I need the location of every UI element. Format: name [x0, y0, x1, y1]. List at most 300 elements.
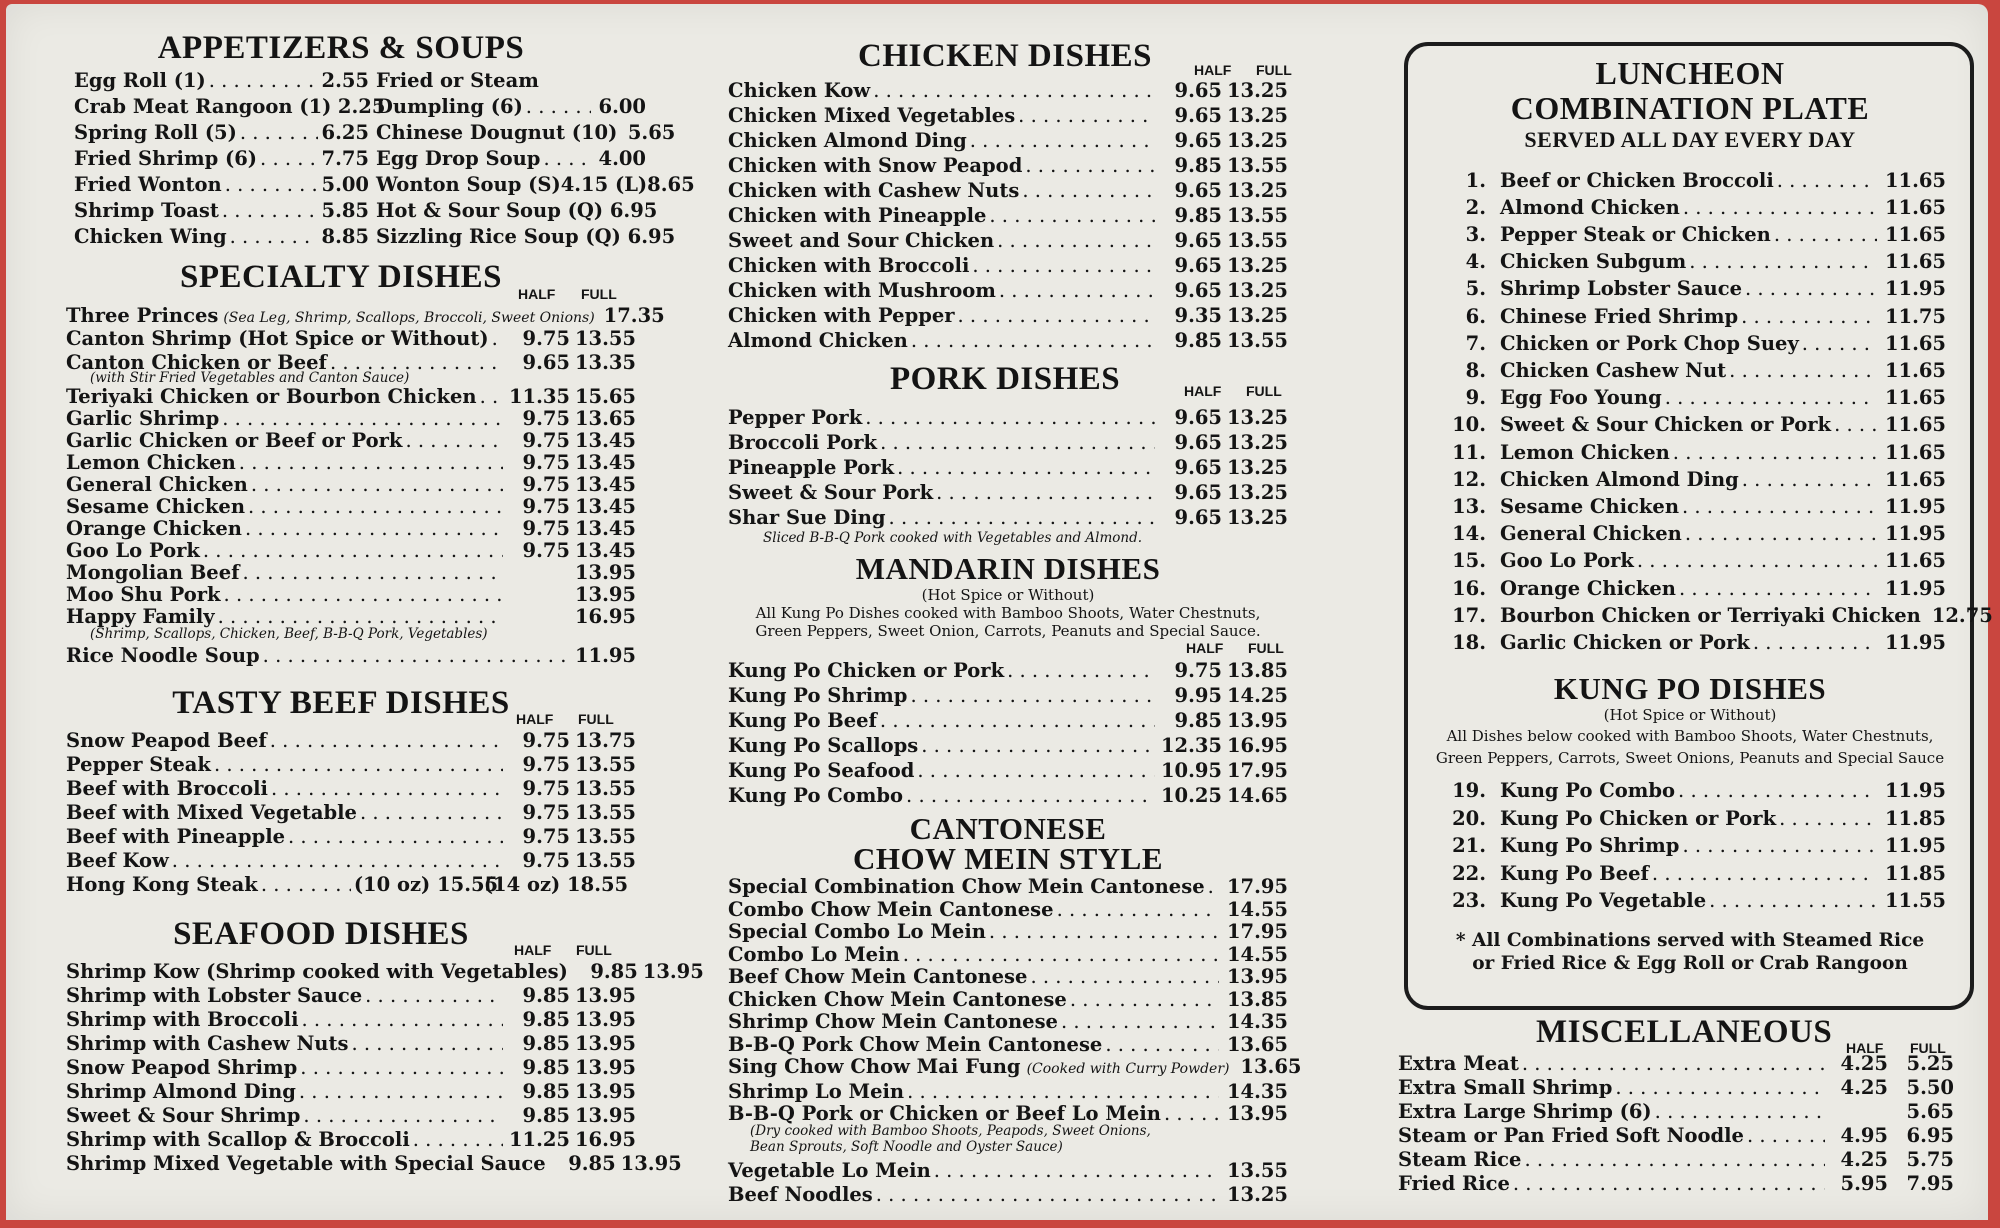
- item-price-half: 9.75: [522, 776, 570, 800]
- dot-leader: [351, 1032, 503, 1056]
- menu-item: [1434, 248, 1946, 275]
- item-price: 11.65: [1884, 195, 1946, 219]
- item-number: 12.: [1452, 467, 1486, 491]
- dot-leader: [543, 146, 591, 172]
- item-name: Beef Noodles: [728, 1182, 873, 1206]
- dot-leader: [873, 78, 1155, 103]
- item-name: Beef Kow: [66, 848, 169, 872]
- item-number: 19.: [1452, 779, 1486, 803]
- menu-item: [66, 729, 636, 753]
- item-number: 21.: [1452, 834, 1486, 858]
- chicken-header: [728, 38, 1292, 78]
- item-name: Chicken with Snow Peapod: [728, 154, 1023, 177]
- item-price-full: 13.55: [574, 824, 636, 848]
- menu-item: [66, 753, 636, 777]
- menu-item: [1434, 547, 1946, 574]
- item-price: 12.75: [1931, 603, 1993, 627]
- item-price: 11.95: [1884, 834, 1946, 858]
- item-name: Kung Po Combo: [1500, 779, 1676, 803]
- menu-item: [1434, 805, 1946, 832]
- menu-item-three-princes: [66, 303, 665, 327]
- menu-item: [1398, 1124, 1954, 1148]
- item-name: Chicken Subgum: [1500, 250, 1687, 274]
- dot-leader: [910, 683, 1155, 708]
- item-name: Chicken Almond Ding: [728, 129, 967, 152]
- menu-item: [376, 68, 646, 94]
- item-name: Sweet and Sour Chicken: [728, 229, 995, 252]
- item-name: Garlic Chicken or Pork: [1500, 631, 1750, 655]
- item-number: 2.: [1465, 195, 1486, 219]
- dot-leader: [222, 408, 503, 430]
- item-price-full: 13.95: [574, 1104, 636, 1128]
- menu-item: [728, 899, 1288, 922]
- dot-leader: [880, 708, 1155, 733]
- item-name: Combo Lo Mein: [728, 942, 900, 966]
- item-price-full: 13.25: [1226, 104, 1288, 127]
- menu-item: [66, 1008, 636, 1032]
- item-number: 11.: [1452, 440, 1486, 464]
- menu-item: [376, 198, 658, 224]
- item-name: Chicken Cashew Nut: [1500, 358, 1727, 382]
- item-name: Goo Lo Pork: [1500, 549, 1634, 573]
- item-price-half: 9.75: [522, 428, 570, 452]
- dot-leader: [526, 94, 591, 120]
- full-label: FULL: [576, 942, 612, 959]
- item-price-full: 17.95: [1226, 759, 1288, 783]
- item-price: 11.65: [1884, 250, 1946, 274]
- item-price-full: 13.25: [1226, 304, 1288, 327]
- item-price-half: 5.95: [1840, 1172, 1888, 1195]
- item-price-half: 9.75: [522, 494, 570, 518]
- menu-item: [1434, 221, 1946, 248]
- item-price: 11.65: [1884, 413, 1946, 437]
- item-name: Chicken with Pineapple: [728, 204, 987, 227]
- item-name: Fried Shrimp (6): [74, 147, 258, 171]
- item-name: Hong Kong Steak: [66, 872, 258, 896]
- specialty-list-2: [66, 386, 636, 628]
- item-name: Goo Lo Pork: [66, 538, 200, 562]
- dot-leader: [1834, 411, 1877, 438]
- dot-leader: [172, 849, 503, 873]
- item-price: 13.95: [1226, 965, 1288, 989]
- item-name: Chicken Chow Mein Cantonese: [728, 987, 1067, 1011]
- item-price-half: 9.65: [1174, 406, 1222, 429]
- item-number: 18.: [1452, 631, 1486, 655]
- menu-item: [728, 1081, 1288, 1104]
- item-price: 17.95: [1226, 875, 1288, 899]
- dot-leader: [997, 228, 1155, 253]
- item-price: 11.95: [1884, 576, 1946, 600]
- dot-leader: [1673, 439, 1877, 466]
- item-price-half: 12.35: [1160, 734, 1222, 758]
- menu-item: [728, 178, 1288, 203]
- dot-leader: [1682, 832, 1877, 859]
- menu-item: [1434, 832, 1946, 859]
- item-name: Chicken Kow: [728, 79, 871, 102]
- menu-item: [728, 708, 1288, 733]
- menu-item: [1434, 303, 1946, 330]
- item-price: 14.35: [1226, 1079, 1288, 1103]
- half-label: HALF: [1186, 640, 1224, 657]
- item-name: Special Combination Chow Mein Cantonese: [728, 875, 1205, 899]
- mandarin-half-full-header: [728, 640, 1288, 658]
- item-price-half: 9.75: [522, 326, 570, 350]
- dot-leader: [1689, 248, 1877, 275]
- item-name: Orange Chicken: [66, 516, 242, 540]
- dot-leader: [260, 146, 318, 172]
- menu-item: [728, 78, 1288, 103]
- item-number: 8.: [1465, 358, 1486, 382]
- item-price: 8.85: [321, 225, 369, 249]
- item-number: 10.: [1452, 413, 1486, 437]
- item-number: 22.: [1452, 861, 1486, 885]
- item-price-full: 13.25: [1226, 456, 1288, 479]
- dot-leader: [1030, 966, 1219, 989]
- item-price-full: 13.65: [574, 406, 636, 430]
- item-name: Shrimp Chow Mein Cantonese: [728, 1010, 1058, 1034]
- menu-item: [1434, 777, 1946, 804]
- item-price-full: 5.65: [1906, 1100, 1954, 1123]
- menu-item: [376, 120, 676, 146]
- item-price-half: 9.75: [522, 516, 570, 540]
- half-label: HALF: [516, 710, 554, 727]
- item-name: Chicken Almond Ding: [1500, 467, 1739, 491]
- item-price-half: 9.85: [1174, 709, 1222, 733]
- item-price: 5.00: [321, 173, 369, 197]
- dot-leader: [1524, 1148, 1825, 1172]
- item-price: 5.65: [627, 121, 676, 145]
- full-label: FULL: [578, 710, 614, 727]
- item-price-half: 9.65: [1174, 229, 1222, 252]
- item-name: Chicken with Cashew Nuts: [728, 179, 1020, 202]
- mandarin-subtitle: (Hot Spice or Without): [921, 586, 1095, 605]
- menu-item: [66, 849, 636, 873]
- item-price-full: 13.25: [1226, 79, 1288, 102]
- item-name: Rice Noodle Soup: [66, 643, 260, 667]
- item-price-full: 13.55: [574, 752, 636, 776]
- dot-leader: [1729, 357, 1877, 384]
- item-name: B-B-Q Pork Chow Mein Cantonese: [728, 1032, 1103, 1056]
- kungpo-title: KUNG PO DISHES: [1553, 671, 1827, 707]
- item-price-half: 9.65: [1174, 279, 1222, 302]
- item-name: Beef or Chicken Broccoli: [1500, 168, 1774, 192]
- item-price: 11.95: [1884, 277, 1946, 301]
- appetizers-title: APPETIZERS & SOUPS: [157, 30, 525, 66]
- item-name: Shrimp Mixed Vegetable with Special Sauce: [66, 1152, 546, 1176]
- dot-leader: [1683, 194, 1877, 221]
- item-name: Shar Sue Ding: [728, 506, 886, 529]
- menu-item: [728, 733, 1288, 758]
- beef-title: TASTY BEEF DISHES: [172, 684, 510, 721]
- item-name: Extra Small Shrimp: [1398, 1076, 1613, 1099]
- item-name: Lemon Chicken: [66, 450, 236, 474]
- item-price-full: 13.35: [574, 350, 636, 374]
- item-price-half: 10.25: [1160, 784, 1222, 808]
- item-name: Kung Po Beef: [728, 709, 877, 733]
- item-price-full: 13.45: [574, 494, 636, 518]
- item-name: Shrimp with Scallop & Broccoli: [66, 1128, 410, 1152]
- canton-note: (with Stir Fried Vegetables and Canton Sauce): [90, 369, 410, 386]
- item-name: Beef Chow Mein Cantonese: [728, 965, 1028, 989]
- dot-leader: [1652, 860, 1877, 887]
- dot-leader: [218, 606, 503, 628]
- item-name: Hot & Sour Soup (Q) 6.95: [376, 199, 658, 223]
- item-price-full: 15.65: [574, 384, 636, 408]
- item-name: Dumpling (6): [376, 95, 523, 119]
- menu-item: [74, 94, 386, 120]
- dot-leader: [958, 303, 1155, 328]
- menu-item: [74, 146, 369, 172]
- item-name: Shrimp with Broccoli: [66, 1008, 299, 1032]
- item-name: Shrimp Toast: [74, 199, 219, 223]
- item-price-full: 13.95: [574, 1008, 636, 1032]
- menu-page: [6, 4, 1993, 1220]
- menu-item: [1434, 602, 1993, 629]
- item-price-half: 9.95: [1174, 684, 1222, 708]
- item-price-half: 9.75: [522, 472, 570, 496]
- pork-header: [728, 361, 1288, 405]
- item-price: 11.65: [1884, 168, 1946, 192]
- item-price-half: 9.85: [1174, 154, 1222, 177]
- menu-item: [728, 783, 1288, 808]
- menu-item: [1434, 629, 1946, 656]
- lo-mein-note-1: (Dry cooked with Bamboo Shoots, Peapods, Sweet Onions,: [750, 1122, 1151, 1139]
- dot-leader: [1164, 1103, 1219, 1126]
- item-price-full: 13.55: [574, 776, 636, 800]
- menu-item: [728, 966, 1288, 989]
- item-price-full: 13.95: [574, 1056, 636, 1080]
- item-name: Steam or Pan Fried Soft Noodle: [1398, 1124, 1744, 1147]
- dot-leader: [972, 253, 1155, 278]
- item-name: Almond Chicken: [1500, 195, 1680, 219]
- item-price: 11.95: [574, 643, 636, 667]
- menu-item: [728, 1055, 1302, 1081]
- item-price-full: 13.55: [1226, 154, 1288, 177]
- seafood-title: SEAFOOD DISHES: [173, 915, 469, 952]
- item-price-full: (14 oz) 18.55: [483, 872, 629, 896]
- item-price: 17.35: [603, 303, 665, 327]
- menu-item: [66, 984, 636, 1008]
- menu-item: [728, 505, 1288, 530]
- item-name: Fried or Steam: [376, 69, 539, 93]
- item-name: Shrimp Almond Ding: [66, 1080, 296, 1104]
- item-name: Chinese Dougnut (10): [376, 121, 618, 145]
- dot-leader: [303, 1104, 503, 1128]
- dot-leader: [288, 825, 503, 849]
- item-price-full: 13.55: [574, 848, 636, 872]
- dot-leader: [300, 1056, 503, 1080]
- full-label: FULL: [1910, 1040, 1946, 1056]
- item-price: 6.25: [321, 121, 369, 145]
- menu-item: [66, 1080, 636, 1104]
- half-label: HALF: [518, 285, 556, 302]
- item-price: 11.65: [1884, 386, 1946, 410]
- misc-title: MISCELLANEOUS: [1536, 1014, 1833, 1050]
- menu-item: [66, 518, 636, 540]
- kungpo-list: [1434, 777, 1946, 914]
- menu-item: [74, 172, 369, 198]
- item-name: Almond Chicken: [728, 329, 908, 352]
- item-number: 15.: [1452, 549, 1486, 573]
- item-price-full: 13.75: [574, 728, 636, 752]
- beef-half-full-header: [66, 711, 636, 729]
- item-price-half: (10 oz) 15.55: [353, 872, 499, 896]
- dot-leader: [1679, 575, 1877, 602]
- menu-item: [1434, 357, 1946, 384]
- menu-item: [66, 452, 636, 474]
- item-price: 11.95: [1884, 631, 1946, 655]
- item-name: Teriyaki Chicken or Bourbon Chicken: [66, 384, 477, 408]
- dot-leader: [1779, 805, 1877, 832]
- item-price: 6.00: [598, 95, 646, 119]
- item-price-full: 13.45: [574, 472, 636, 496]
- item-name: Fried Wonton: [74, 173, 222, 197]
- item-number: 9.: [1465, 386, 1486, 410]
- item-name: Kung Po Seafood: [728, 759, 915, 783]
- item-number: 20.: [1452, 806, 1486, 830]
- item-price-half: 9.85: [1174, 329, 1222, 352]
- menu-item: [728, 253, 1288, 278]
- item-price-full: 5.25: [1906, 1052, 1954, 1075]
- item-name: Chinese Fried Shrimp: [1500, 304, 1739, 328]
- menu-item: [66, 1152, 682, 1176]
- dot-leader: [230, 224, 318, 250]
- item-name: Combo Chow Mein Cantonese: [728, 897, 1054, 921]
- item-name: Snow Peapod Shrimp: [66, 1056, 298, 1080]
- item-name: Kung Po Shrimp: [1500, 834, 1680, 858]
- appetizers-section: [66, 68, 695, 253]
- pork-list: [728, 405, 1288, 530]
- dot-leader: [1513, 1172, 1825, 1196]
- menu-item: [1398, 1100, 1954, 1124]
- half-label: HALF: [1184, 383, 1222, 399]
- item-price-full: 13.95: [574, 582, 636, 606]
- item-price-half: 9.35: [1174, 304, 1222, 327]
- item-price-full: 13.45: [574, 538, 636, 562]
- item-price-full: 14.25: [1226, 684, 1288, 708]
- item-price-half: 9.75: [522, 450, 570, 474]
- item-name: Broccoli Pork: [728, 431, 878, 454]
- dot-leader: [240, 120, 318, 146]
- menu-item: [66, 606, 636, 628]
- item-price: 13.65: [1240, 1055, 1302, 1079]
- item-price-full: 13.95: [574, 1032, 636, 1056]
- menu-item: [1434, 384, 1946, 411]
- seafood-half-full-header: [66, 942, 636, 960]
- menu-item: [66, 386, 636, 408]
- item-name: Shrimp with Lobster Sauce: [66, 984, 363, 1008]
- item-name: Chicken with Pepper: [728, 304, 955, 327]
- menu-item: [66, 1056, 636, 1080]
- item-name: General Chicken: [1500, 522, 1682, 546]
- dot-leader: [1022, 178, 1155, 203]
- mandarin-title: MANDARIN DISHES: [855, 551, 1161, 586]
- item-number: 7.: [1465, 331, 1486, 355]
- dot-leader: [1741, 303, 1877, 330]
- item-price: 13.85: [1226, 987, 1288, 1011]
- menu-item: [1434, 575, 1946, 602]
- luncheon-title-2: COMBINATION PLATE: [1510, 90, 1870, 127]
- menu-item: [728, 103, 1288, 128]
- menu-item: [728, 203, 1288, 228]
- luncheon-list: [1434, 167, 1993, 657]
- menu-item: [1434, 167, 1946, 194]
- menu-item: [66, 777, 636, 801]
- cantonese-list-2: [728, 1159, 1288, 1207]
- menu-item: [1434, 411, 1946, 438]
- item-number: 1.: [1465, 168, 1486, 192]
- item-price: 11.65: [1884, 549, 1946, 573]
- item-name: Orange Chicken: [1500, 576, 1676, 600]
- item-name: Shrimp Lobster Sauce: [1500, 277, 1742, 301]
- item-price: 11.85: [1884, 861, 1946, 885]
- chicken-title: CHICKEN DISHES: [858, 38, 1152, 74]
- dot-leader: [934, 1159, 1219, 1183]
- combination-footnote-2: or Fried Rice & Egg Roll or Crab Rangoon: [1472, 953, 1908, 975]
- item-price: 11.65: [1884, 331, 1946, 355]
- menu-item: [1434, 887, 1946, 914]
- item-price: 17.95: [1226, 920, 1288, 944]
- item-name: Sweet & Sour Chicken or Pork: [1500, 413, 1832, 437]
- menu-item: [728, 758, 1288, 783]
- menu-item: [728, 228, 1288, 253]
- menu-item: [66, 1104, 636, 1128]
- item-name: Pepper Steak or Chicken: [1500, 222, 1771, 246]
- menu-item: [1434, 860, 1946, 887]
- item-price-half: 9.75: [1174, 659, 1222, 683]
- item-price-full: 13.85: [1226, 659, 1288, 683]
- item-price-full: 13.25: [1226, 506, 1288, 529]
- dot-leader: [1025, 153, 1155, 178]
- item-name: Happy Family: [66, 604, 215, 628]
- dot-leader: [263, 644, 572, 667]
- item-price-half: 9.75: [522, 538, 570, 562]
- item-name: Chicken with Broccoli: [728, 254, 970, 277]
- menu-item: [728, 944, 1288, 967]
- menu-item: [74, 120, 369, 146]
- item-price-half: 9.85: [590, 960, 638, 984]
- menu-item: [66, 584, 636, 606]
- item-price-half: 9.75: [522, 752, 570, 776]
- menu-item: [66, 1128, 636, 1152]
- dot-leader: [865, 405, 1155, 430]
- luncheon-title-1: LUNCHEON: [1595, 55, 1785, 91]
- item-name: Wonton Soup (S)4.15 (L)8.65: [376, 173, 695, 197]
- item-name: Canton Shrimp (Hot Spice or Without): [66, 326, 489, 350]
- dot-leader: [897, 455, 1155, 480]
- item-name: Crab Meat Rangoon (1): [74, 95, 332, 119]
- item-price-half: 9.65: [1174, 456, 1222, 479]
- menu-item: [728, 1011, 1288, 1034]
- item-price-full: 13.25: [1226, 129, 1288, 152]
- dot-leader: [209, 68, 318, 94]
- item-price-full: 13.95: [620, 1152, 682, 1176]
- menu-item: [728, 128, 1288, 153]
- dot-leader: [989, 203, 1155, 228]
- dot-leader: [876, 1183, 1219, 1207]
- item-price-full: 16.95: [574, 1128, 636, 1152]
- menu-item: [728, 405, 1288, 430]
- item-name: Shrimp with Cashew Nuts: [66, 1032, 349, 1056]
- dot-leader: [224, 584, 503, 606]
- item-price: 13.65: [1226, 1032, 1288, 1056]
- item-price: 11.95: [1884, 779, 1946, 803]
- menu-item: [728, 153, 1288, 178]
- specialty-title: SPECIALTY DISHES: [180, 259, 502, 296]
- kungpo-desc-1: All Dishes below cooked with Bamboo Shoots, Water Chestnuts,: [1446, 727, 1934, 746]
- item-name: Beef with Broccoli: [66, 776, 268, 800]
- menu-item: [1398, 1172, 1954, 1196]
